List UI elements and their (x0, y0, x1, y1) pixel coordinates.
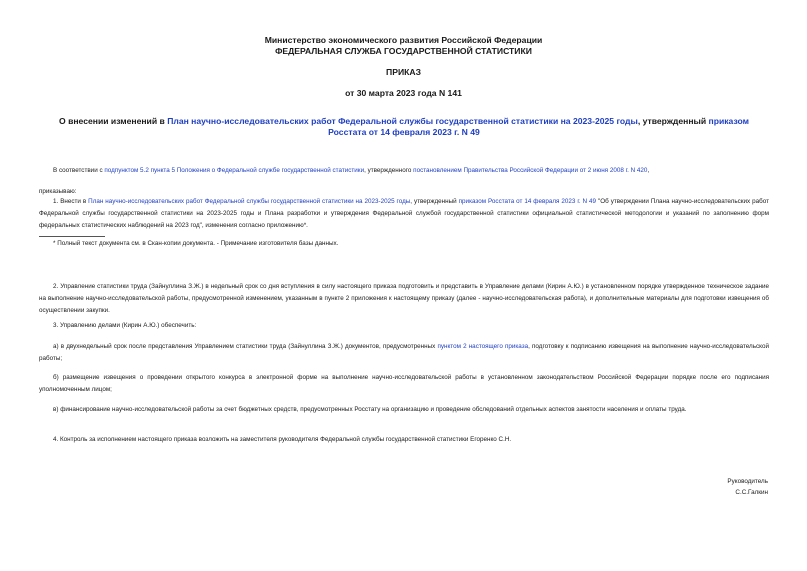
doc-date: от 30 марта 2023 года N 141 (345, 88, 462, 98)
item3a-link[interactable]: пунктом 2 настоящего приказа (437, 343, 529, 350)
intro-decree-link[interactable]: постановлением Правительства Российской Федерации от 2 июня 2008 г. N 420 (413, 167, 648, 174)
footnote: * Полный текст документа см. в Скан-копии документа. - Примечание изготовителя базы данных. (53, 240, 339, 247)
header-ministry: Министерство экономического развития Российской Федерации (264, 35, 543, 45)
item-3c: в) финансирование научно-исследовательской работы за счет бюджетных средств, предусмотренных Росстату на организацию и проведение обследований отдельных аспектов занятости населения и оплаты труда. (53, 406, 687, 413)
doc-type: ПРИКАЗ (386, 67, 421, 77)
intro-paragraph: В соответствии с подпунктом 5.2 пункта 5 Положения о Федеральной службе государственной статистики, утвержденного постановлением Правительства Российской Федерации от 2 июня 2008 г. N 420, (53, 167, 650, 174)
item-1: 1. Внести в План научно-исследовательских работ Федеральной службы государственной статистики на 2023-2025 годы, утвержденный приказом Росстата от 14 февраля 2023 г. N 49 "Об утверждении Плана научно-исследовательских работ Федеральной службы государственной статистики на 2023-2025 годы и Плана разработки и утверждения Федеральной службой государственной статистики официальной статистической методологии и указаний по заполнению форм федеральных статистических наблюдений на 2023 год", изменения согласно приложению*. (39, 198, 770, 229)
item-3: 3. Управлению делами (Кирин А.Ю.) обеспечить: (53, 322, 197, 329)
item-4: 4. Контроль за исполнением настоящего приказа возложить на заместителя руководителя Федеральной службы государственной статистики Егоренко С.Н. (53, 436, 512, 443)
item1-order-link[interactable]: приказом Росстата от 14 февраля 2023 г. N 49 (458, 198, 597, 205)
title-middle: , утвержденный (637, 116, 709, 126)
item-3a: а) в двухнедельный срок после представления Управлением статистики труда (Зайнуллина З.Ж.) документов, предусмотренных пунктом 2 настоящего приказа, подготовку к подписанию извещения на выполнение научно-исследовательской работы; (39, 343, 770, 362)
header-service: ФЕДЕРАЛЬНАЯ СЛУЖБА ГОСУДАРСТВЕННОЙ СТАТИСТИКИ (275, 46, 532, 56)
title-order-link[interactable]: приказом Росстата от 14 февраля 2023 г. N 49 (328, 116, 749, 137)
signature-position: Руководитель (727, 478, 768, 485)
intro-regulation-link[interactable]: подпунктом 5.2 пункта 5 Положения о Федеральной службе государственной статистики (104, 167, 365, 174)
document-title (40, 116, 768, 138)
item-2: 2. Управление статистики труда (Зайнуллина З.Ж.) в недельный срок со дня вступления в силу настоящего приказа подготовить и представить в Управление делами (Кирин А.Ю.) в установленном порядке утвержденное техническое задание на выполнение научно-исследовательской работы, предусмотренной изменением, указанным в пункте 2 приложения к настоящему приказу (далее - научно-исследовательская работа), и дополнительные материалы для подготовки извещения об осуществлении закупки. (39, 283, 769, 314)
item-3b: б) размещение извещения о проведении открытого конкурса в электронной форме на выполнение научно-исследовательской работы в установленном законодательством Российской Федерации порядке после его подписания уполномоченным лицом; (39, 374, 769, 393)
order-word: приказываю: (39, 188, 77, 195)
footnote-divider (39, 236, 105, 237)
signature-name: С.С.Галкин (735, 489, 768, 496)
title-prefix: О внесении изменений в (59, 116, 168, 126)
item1-plan-link[interactable]: План научно-исследовательских работ Федеральной службы государственной статистики на 2023-2025 годы (88, 198, 411, 205)
title-plan-link[interactable]: План научно-исследовательских работ Федеральной службы государственной статистики на 2023-2025 годы (167, 116, 638, 126)
